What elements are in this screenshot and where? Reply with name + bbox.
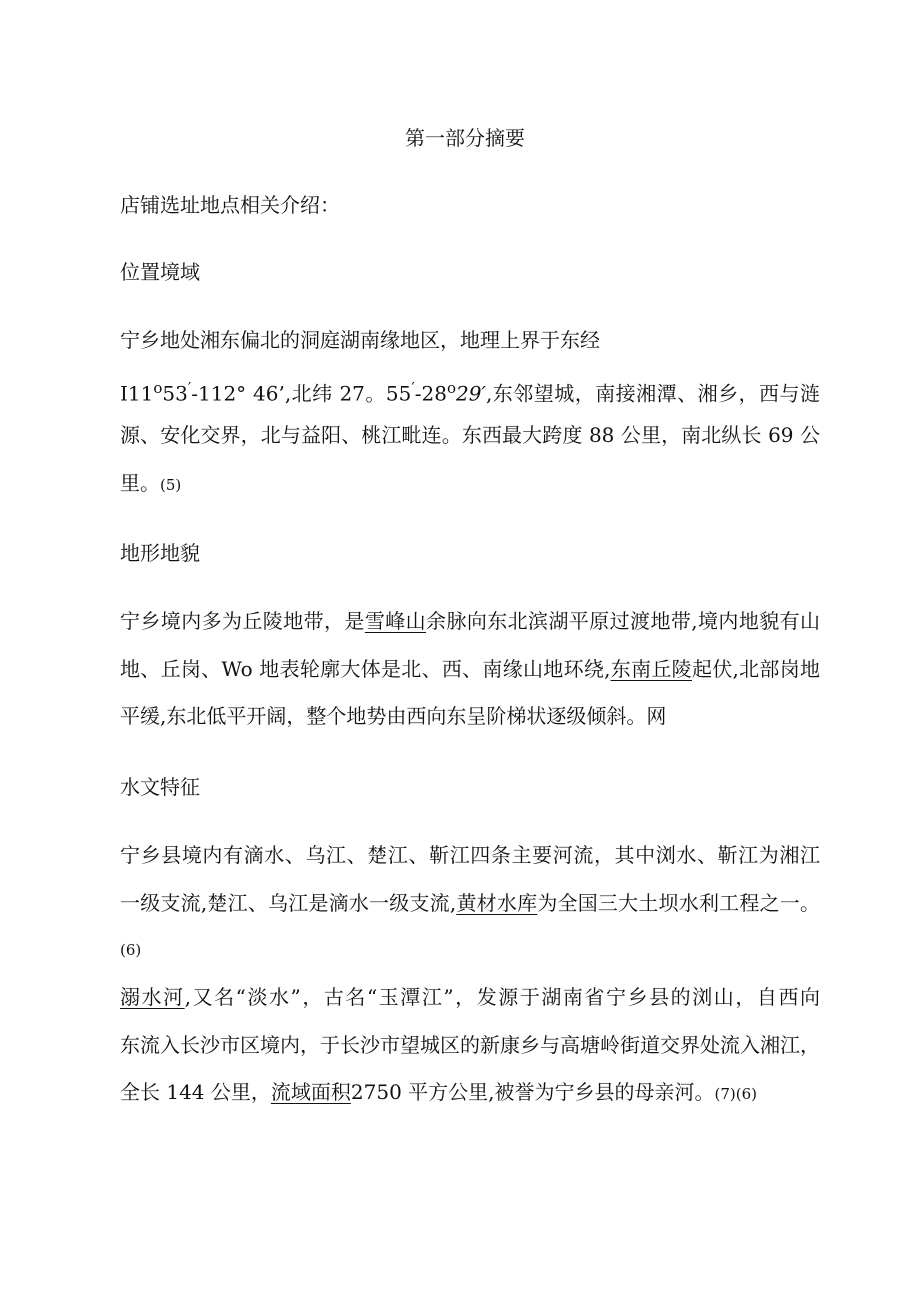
hydro-citation: (6) (120, 941, 142, 959)
hydro-line-6 (120, 1069, 820, 1117)
intro-heading: 店铺选址地点相关介绍： (120, 193, 340, 217)
hydro-line-5: 东流入长沙市区境内，于长沙市望城区的新康乡与高塘岭街道交界处流入湘江， (120, 1032, 820, 1057)
coord-text: 53 (162, 381, 188, 406)
text: 起伏,北部岗地 (691, 656, 821, 681)
coord-text: ,东邻望城，南接湘潭、湘乡，西与涟 (485, 381, 820, 406)
link-basin-area[interactable]: 流域面积 (270, 1080, 351, 1104)
link-xuefeng-mountain[interactable]: 雪峰山 (364, 609, 427, 633)
text: 2750 平方公里,被誉为宁乡县的母亲河。 (350, 1080, 715, 1104)
text: 为全国三大土坝水利工程之一。 (537, 890, 821, 915)
link-huangcai-reservoir[interactable]: 黄材水库 (456, 890, 538, 915)
hydro-line-4 (120, 974, 820, 1022)
text: 全长 144 公里， (120, 1080, 271, 1104)
location-line-2 (120, 365, 820, 413)
location-paragraph (120, 317, 820, 507)
citation: (5) (160, 475, 182, 494)
text: 一级支流,楚江、乌江是滴水一级支流, (120, 890, 457, 915)
terrain-paragraph (120, 598, 820, 741)
terrain-line-1 (120, 598, 820, 646)
location-line-4 (120, 460, 820, 508)
text: 地、丘岗、Wo 地表轮廓大体是北、西、南缘山地环绕, (120, 656, 611, 681)
hydro-paragraph-1 (120, 832, 820, 975)
coord-text: -28 (414, 381, 447, 406)
coord-text: 29′ (455, 381, 486, 406)
hydro-line-2 (120, 880, 820, 928)
hydro-paragraph-2 (120, 974, 820, 1117)
location-heading: 位置境域 (120, 260, 200, 284)
minute-mark: ′ (187, 378, 192, 397)
text: 余脉向东北滨湖平原过渡地带,境内地貌有山 (426, 609, 821, 633)
minute-mark: ′ (411, 378, 415, 397)
hydro-line-1: 宁乡县境内有滴水、乌江、楚江、靳江四条主要河流，其中浏水、靳江为湘江 (120, 843, 820, 867)
text: ,又名“淡水”，古名“玉潭江”，发源于湖南省宁乡县的浏山，自西向 (184, 985, 820, 1009)
degree-mark: o (446, 378, 456, 397)
link-southeast-hills[interactable]: 东南丘陵 (610, 656, 692, 681)
citation: (7)(6) (714, 1085, 758, 1103)
degree-mark: o (153, 378, 163, 397)
location-line-3: 源、安化交界，北与益阳、桃江毗连。东西最大跨度 88 公里，南北纵长 69 公 (120, 423, 820, 447)
coord-text: -112° 46’,北纬 27。55 (191, 381, 412, 406)
text: 里。 (120, 470, 160, 495)
terrain-line-3: 平缓,东北低平开阔，整个地势由西向东呈阶梯状逐级倾斜。网 (120, 704, 667, 728)
terrain-heading: 地形地貌 (120, 541, 200, 565)
terrain-line-2 (120, 646, 820, 694)
location-line-1: 宁乡地处湘东偏北的洞庭湖南缘地区，地理上界于东经 (120, 328, 600, 352)
page-title: 第一部分摘要 (405, 126, 525, 150)
coord-text: I11 (120, 381, 154, 406)
link-river[interactable]: 溺水河 (120, 985, 185, 1009)
text: 宁乡境内多为丘陵地带，是 (120, 609, 365, 633)
hydro-heading: 水文特征 (120, 775, 200, 799)
